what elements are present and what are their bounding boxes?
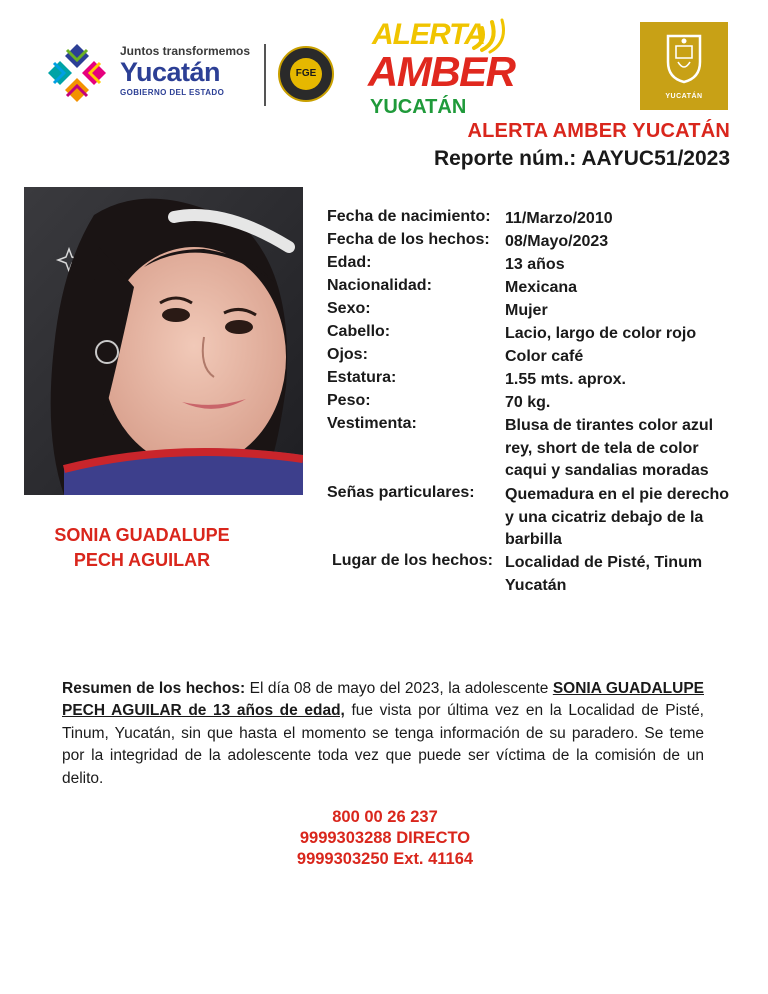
value-weight: 70 kg.	[505, 394, 551, 411]
label-weight: Peso:	[327, 392, 371, 409]
value-eyes: Color café	[505, 348, 584, 365]
label-height: Estatura:	[327, 369, 397, 386]
contact-phone-2[interactable]: 9999303288 DIRECTO	[299, 829, 471, 847]
value-distinguishing-marks: Quemadura en el pie derecho y una cicatriz debajo de la barbilla	[505, 486, 730, 549]
amber-logo-word1: ALERTA	[372, 18, 485, 51]
logo-divider	[264, 44, 266, 106]
missing-person-photo	[24, 187, 303, 495]
summary-part1: El día 08 de mayo del 2023, la adolescente	[245, 680, 553, 697]
fge-seal-label: FGE	[290, 58, 322, 90]
value-height: 1.55 mts. aprox.	[505, 371, 626, 388]
summary-part2: fue vista por última vez en la Localidad de Pisté, Tinum, Yucatán, sin que hasta el momento se tenga información de su paradero. Se teme por la integridad de la adolescente toda vez que puede ser víctima de la comisión de un delito.	[62, 702, 704, 787]
contact-phone-3[interactable]: 9999303250 Ext. 41164	[296, 850, 474, 868]
name-line-1: SONIA GUADALUPE	[54, 525, 230, 545]
yucatan-emblem	[640, 22, 728, 110]
missing-person-name	[24, 523, 260, 573]
value-clothing: Blusa de tirantes color azul rey, short de tela de color caqui y sandalias moradas	[505, 417, 714, 480]
amber-logo-word3: YUCATÁN	[370, 96, 467, 118]
label-hair: Cabello:	[327, 323, 391, 340]
label-incident-location: Lugar de los hechos:	[332, 552, 493, 569]
value-birth-date: 11/Marzo/2010	[505, 210, 613, 227]
label-distinguishing-marks: Señas particulares:	[327, 484, 475, 501]
label-nationality: Nacionalidad:	[327, 277, 432, 294]
gov-logo-line2: Yucatán	[120, 57, 221, 87]
value-incident-location: Localidad de Pisté, Tinum Yucatán	[505, 554, 703, 594]
label-clothing: Vestimenta:	[327, 415, 417, 432]
label-sex: Sexo:	[327, 300, 371, 317]
incident-summary	[62, 678, 704, 790]
amber-logo-word2: AMBER	[368, 48, 515, 95]
alerta-amber-logo	[368, 18, 515, 118]
coat-of-arms-icon	[664, 32, 704, 84]
value-nationality: Mexicana	[505, 279, 578, 296]
gov-logo-line3: GOBIERNO DEL ESTADO	[120, 88, 225, 97]
report-number: Reporte núm.: AAYUC51/2023	[433, 147, 730, 170]
portrait-illustration	[24, 187, 303, 495]
fge-seal	[278, 46, 334, 102]
gov-logo-line1: Juntos transformemos	[120, 44, 251, 58]
gov-yucatan-logo	[44, 40, 344, 108]
label-birth-date: Fecha de nacimiento:	[327, 208, 491, 225]
yucatan-mark-icon	[44, 40, 110, 106]
signal-waves-icon	[468, 18, 508, 58]
name-line-2: PECH AGUILAR	[73, 550, 211, 570]
summary-name-underlined: SONIA GUADALUPE PECH AGUILAR de 13 años de edad,	[62, 680, 704, 720]
contact-phone-1[interactable]: 800 00 26 237	[332, 808, 438, 826]
value-age: 13 años	[505, 256, 565, 273]
value-incident-date: 08/Mayo/2023	[505, 233, 609, 250]
label-age: Edad:	[327, 254, 372, 271]
gov-logo-text	[120, 44, 265, 97]
label-eyes: Ojos:	[327, 346, 368, 363]
summary-lead: Resumen de los hechos:	[62, 680, 246, 697]
value-hair: Lacio, largo de color rojo	[505, 325, 697, 342]
label-incident-date: Fecha de los hechos:	[327, 231, 490, 248]
value-sex: Mujer	[505, 302, 548, 319]
emblem-label: YUCATÁN	[665, 93, 703, 100]
alert-title: ALERTA AMBER YUCATÁN	[467, 120, 730, 142]
